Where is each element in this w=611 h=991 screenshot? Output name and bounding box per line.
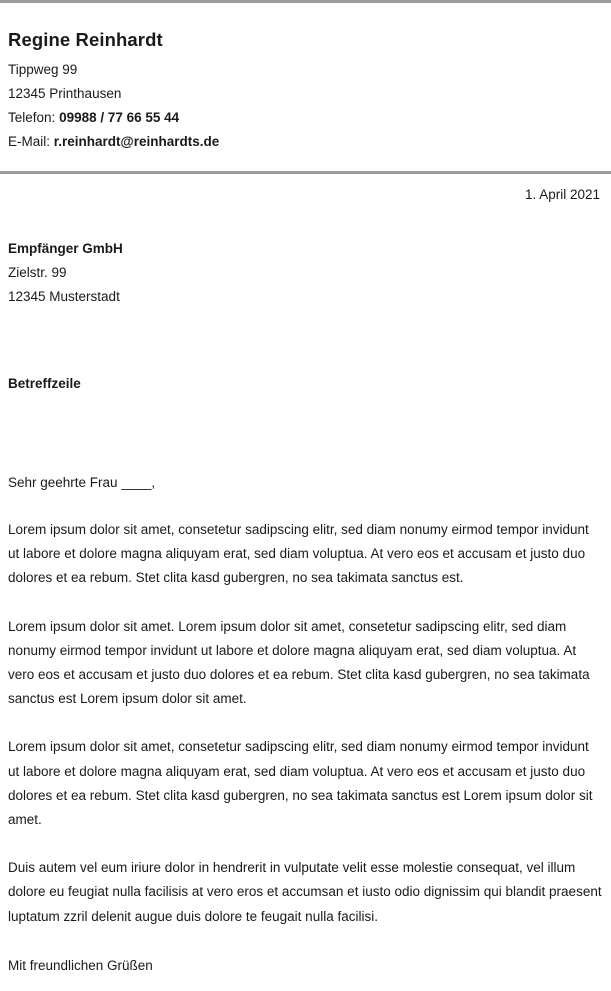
sender-street: Tippweg 99 — [8, 62, 78, 77]
sender-phone-label: Telefon: — [8, 110, 56, 125]
header-divider — [0, 171, 611, 174]
sender-phone-value: 09988 / 77 66 55 44 — [59, 110, 180, 125]
recipient-company: Empfänger GmbH — [8, 241, 123, 256]
closing-line: Mit freundlichen Grüßen — [8, 957, 153, 973]
body-paragraph: Duis autem vel eum iriure dolor in hendrerit in vulputate velit esse molestie consequat, vel illum dolore eu feugiat nulla facilisis at vero eros et accumsan et iusto odio dignissim qui blandit praesent luptatum zzril delenit augue duis dolore te feugait nulla facilisi. — [8, 860, 602, 924]
letter-date: 1. April 2021 — [524, 187, 600, 202]
sender-email-value[interactable]: r.reinhardt@reinhardts.de — [53, 134, 220, 149]
letter-body — [8, 518, 603, 929]
recipient-street: Zielstr. 99 — [8, 265, 67, 280]
subject-line: Betreffzeile — [8, 376, 81, 391]
body-paragraph: Lorem ipsum dolor sit amet, consetetur sadipscing elitr, sed diam nonumy eirmod tempor invidunt ut labore et dolore magna aliquyam erat, sed diam voluptua. At vero eos et accusam et justo duo dolores et ea rebum. Stet clita kasd gubergren, no sea takimata sanctus est Lorem ipsum dolor sit amet. — [8, 739, 593, 828]
sender-city: 12345 Printhausen — [8, 86, 122, 101]
sender-phone — [8, 106, 603, 130]
sender-email — [8, 130, 603, 154]
sender-block — [8, 0, 603, 154]
body-paragraph: Lorem ipsum dolor sit amet. Lorem ipsum dolor sit amet, consetetur sadipscing elitr, sed diam nonumy eirmod tempor invidunt ut labore et dolore magna aliquyam erat, sed diam voluptua. At vero eos et accusam et justo duo dolores et ea rebum. Stet clita kasd gubergren, no sea takimata sanctus est Lorem ipsum dolor sit amet. — [8, 618, 590, 707]
body-paragraph: Lorem ipsum dolor sit amet, consetetur sadipscing elitr, sed diam nonumy eirmod tempor invidunt ut labore et dolore magna aliquyam erat, sed diam voluptua. At vero eos et accusam et justo duo dolores et ea rebum. Stet clita kasd gubergren, no sea takimata sanctus est. — [8, 522, 589, 586]
sender-name: Regine Reinhardt — [8, 29, 163, 50]
recipient-block — [8, 237, 603, 309]
sender-email-label: E-Mail: — [8, 134, 51, 149]
salutation: Sehr geehrte Frau ____, — [8, 475, 156, 490]
recipient-city: 12345 Musterstadt — [8, 289, 120, 304]
